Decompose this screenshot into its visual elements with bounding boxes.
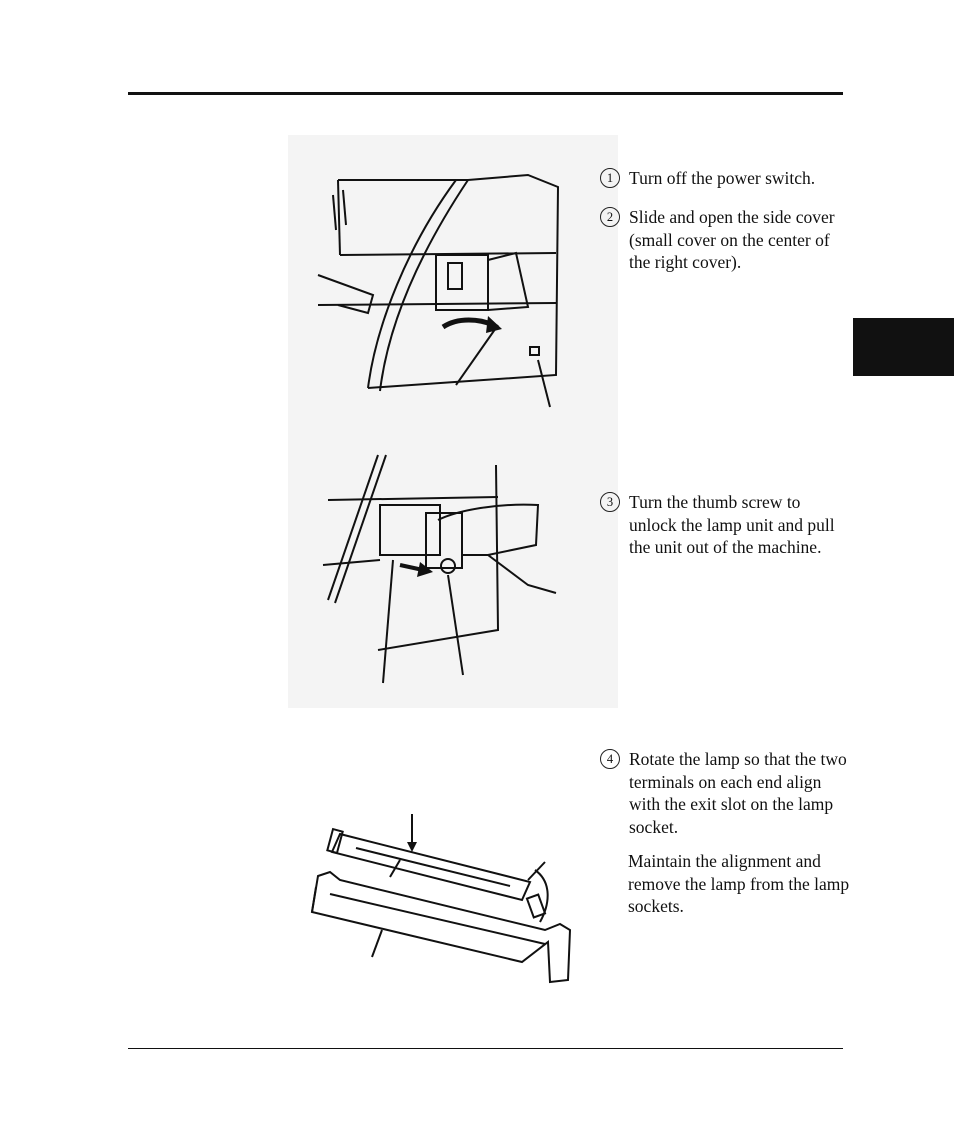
step-number: 4 (600, 749, 620, 769)
section-tab (853, 318, 954, 376)
step-3 (600, 491, 850, 559)
step-text: Slide and open the side cover (small cover on the center of the right cover). (629, 207, 835, 272)
step-number: 2 (600, 207, 620, 227)
step-text: Turn off the power switch. (629, 168, 816, 188)
step-number: 1 (600, 168, 620, 188)
step-2 (600, 206, 850, 274)
step-text: Rotate the lamp so that the two terminals on each end align with the exit slot on the lamp socket. (629, 749, 847, 837)
footer-rule (128, 1048, 843, 1049)
step-text: Turn the thumb screw to unlock the lamp unit and pull the unit out of the machine. (629, 492, 835, 557)
step-4 (600, 748, 850, 918)
step-1 (600, 167, 850, 190)
figure-side-cover (288, 135, 618, 425)
figure-lamp-unit (288, 425, 618, 708)
step-note: Maintain the alignment and remove the lamp from the lamp sockets. (628, 851, 850, 916)
header-rule (128, 92, 843, 95)
figure-lamp-socket (300, 812, 590, 992)
step-number: 3 (600, 492, 620, 512)
